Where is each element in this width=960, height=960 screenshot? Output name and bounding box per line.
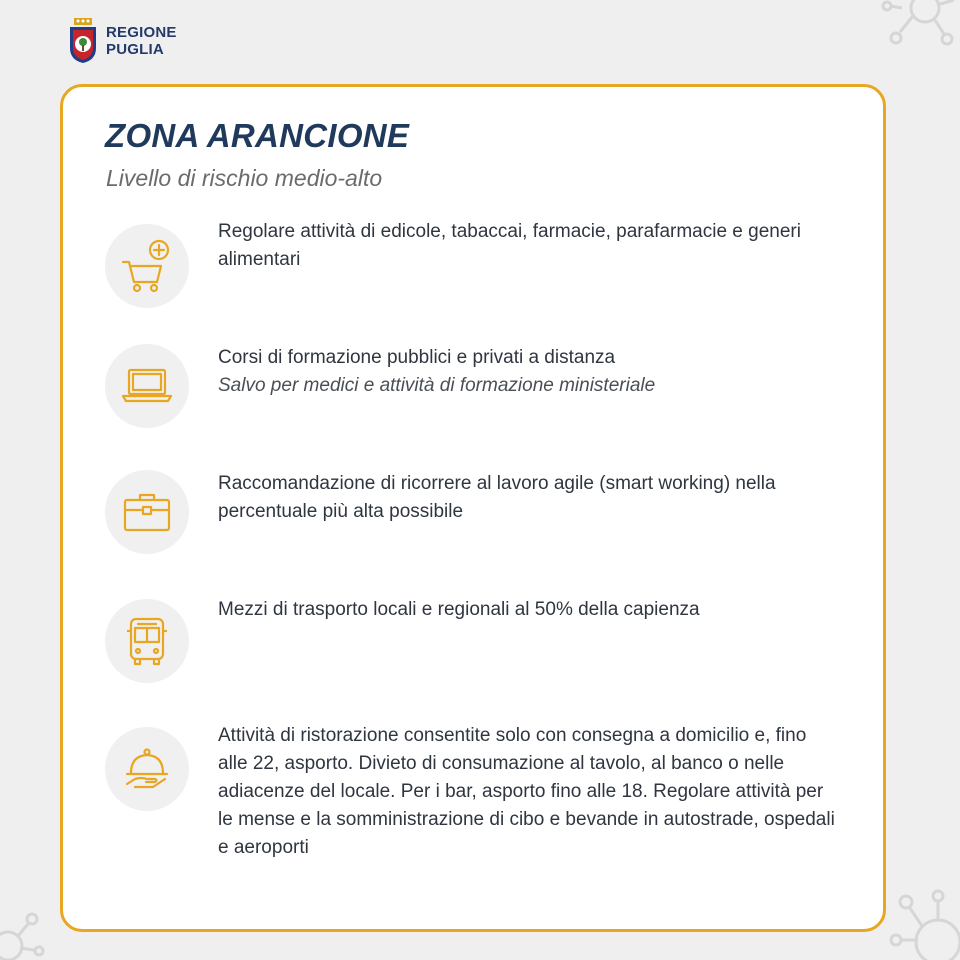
icon-circle <box>105 727 189 811</box>
regione-puglia-logo <box>68 18 177 64</box>
laptop-icon <box>117 356 177 416</box>
bus-icon <box>117 611 177 671</box>
item-text: Raccomandazione di ricorrere al lavoro agile (smart working) nella percentuale più alta possibile <box>218 473 776 522</box>
shopping-cart-plus-icon <box>117 236 177 296</box>
item-text: Regolare attività di edicole, tabaccai, farmacie, parafarmacie e generi alimentari <box>218 221 801 270</box>
briefcase-icon <box>117 482 177 542</box>
page-title: ZONA ARANCIONE <box>105 117 410 154</box>
icon-circle <box>105 344 189 428</box>
logo-line-1: REGIONE <box>106 24 177 41</box>
virus-decoration-icon <box>880 0 960 56</box>
virus-decoration-icon <box>0 906 46 960</box>
zone-info-card <box>60 84 886 932</box>
page-subtitle: Livello di rischio medio-alto <box>106 165 383 191</box>
item-note: Salvo per medici e attività di formazione ministeriale <box>218 375 656 396</box>
icon-circle <box>105 599 189 683</box>
logo-line-2: PUGLIA <box>106 41 164 58</box>
serving-cloche-icon <box>117 739 177 799</box>
item-text: Corsi di formazione pubblici e privati a distanza <box>218 347 616 368</box>
item-text: Attività di ristorazione consentite solo con consegna a domicilio e, fino alle 22, asporto. Divieto di consumazione al tavolo, al banco o nelle adiacenze del locale. Per i bar, asporto fino alle 18. Regolare attività per le mense e la somministrazione di cibo e bevande in autostrade, ospedali e aeroporti <box>218 725 835 858</box>
icon-circle <box>105 470 189 554</box>
item-text: Mezzi di trasporto locali e regionali al 50% della capienza <box>218 599 700 620</box>
coat-of-arms-icon <box>68 18 98 64</box>
icon-circle <box>105 224 189 308</box>
virus-decoration-icon <box>886 880 960 960</box>
